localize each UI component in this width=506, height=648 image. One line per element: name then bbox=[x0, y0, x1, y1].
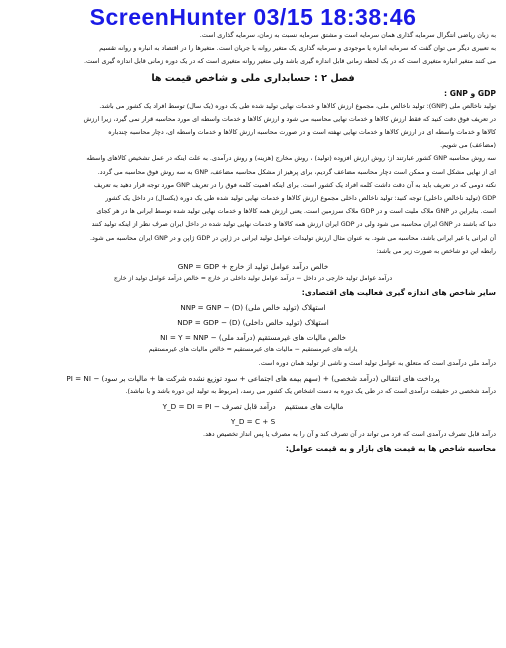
screenhunter-watermark: ScreenHunter 03/15 18:38:46 bbox=[89, 4, 417, 30]
gdp-para-line: در تعریف فوق دقت کنید که فقط ارزش کالاها و خدمات نهایی محاسبه می شود و ارزش کالاها و خدمات واسطه ای مورد محاسبه قرار نمی گیرد، زیرا ارزش bbox=[83, 114, 496, 123]
intro-line: به زبان ریاضی انتگرال سرمایه گذاری همان سرمایه است و مشتق سرمایه نسبت به زمان، سرمایه گذاری است. bbox=[199, 31, 496, 39]
gdp-gnp-heading: GDP و GNP : bbox=[444, 88, 496, 98]
yd-equation bbox=[10, 399, 496, 414]
gdp-para-line: نکته دومی که در تعریف باید به آن دقت داشت کلمه افراد یک کشور است. برای اینکه اهمیت کلمه فوق را در تعریف GNP مورد توجه قرار دهید به تعریف bbox=[93, 180, 496, 189]
market-factor-prices-heading: محاسبه شاخص ها به قیمت های بازار و به قیمت عوامل: bbox=[285, 444, 496, 454]
document-page bbox=[10, 30, 496, 644]
chapter-title: فصل ۲ : حسابداری ملی و شاخص قیمت ها bbox=[151, 72, 355, 84]
personal-income-definition: درآمد شخصی در حقیقت درآمدی است که در طی یک دوره به دست اشخاص یک کشور می رسد، (مربوط به تولید این دوره باشد و یا نباشد). bbox=[125, 387, 496, 396]
ndp-equation: NDP = GDP − (D) استهلاک (تولید خالص داخلی) bbox=[177, 318, 329, 328]
nnp-equation: NNP = GNP − (D) استهلاک (تولید خالص ملی) bbox=[180, 303, 326, 313]
ni-equation: NI = Y = NNP − خالص مالیات های غیرمستقیم (درآمد ملی) bbox=[160, 333, 346, 343]
pi-equation: PI = NI − (سهم بیمه های اجتماعی + سود توزیع نشده شرکت ها + مالیات بر سود) + پرداخت های انتقالی (درآمد شخصی) bbox=[66, 374, 440, 384]
gnp-equation: GNP = GDP + خالص درآمد عوامل تولید از خارج bbox=[177, 262, 329, 272]
disposable-income-definition: درآمد قابل تصرف درآمدی است که فرد می تواند در آن تصرف کند و آن را به مصرف یا پس انداز تخصیص دهد. bbox=[203, 430, 496, 439]
national-income-definition: درآمد ملی درآمدی است که متعلق به عوامل تولید است و ناشی از تولید همان دوره است. bbox=[258, 358, 496, 367]
yd-label: درآمد قابل تصرف bbox=[222, 402, 276, 412]
gdp-para-line: سه روش محاسبه GNP کشور عبارتند از: روش ارزش افزوده (تولید) ، روش مخارج (هزینه) و روش درآمدی. به علت اینکه در عمل تشخیص کالاهای واسطه bbox=[86, 154, 496, 163]
yd-equation-formula: Y_D = DI = PI − مالیات های مستقیم bbox=[162, 402, 344, 412]
gdp-para-line: است. بنابراین در GNP ملاک ملیت است و در GDP ملاک سرزمین است. یعنی ارزش همه کالاها و خدمات نهایی تولید شده توسط ایرانی ها در هر کجای bbox=[96, 207, 496, 216]
gdp-para-line: دنیا که باشند در GNP ایران محاسبه می شود ولی در GDP ایران ارزش همه کالاها و خدمات نهایی تولید شده در داخل ایران صرف نظر از اینکه تولید کنند bbox=[91, 220, 496, 229]
other-indicators-heading: سایر شاخص های اندازه گیری فعالیت های اقتصادی: bbox=[301, 288, 496, 298]
indirect-tax-note: یارانه های غیرمستقیم − مالیات های غیرمستقیم = خالص مالیات های غیرمستقیم bbox=[148, 346, 358, 354]
gdp-para-line: تولید ناخالص ملی (GNP): تولید ناخالص ملی، مجموع ارزش کالاها و خدمات نهایی تولید شده طی یک دوره (یک سال) توسط افراد یک کشور می باشد. bbox=[99, 101, 496, 110]
gdp-para-line: رابطه این دو شاخص به صورت زیر می باشد: bbox=[376, 246, 496, 255]
intro-line: می کنند متغیر انباره متغیری است که در یک لحظه زمانی قابل اندازه گیری باشد ولی متغیر روانه متغیری است که در یک دوره زمانی قابل اندازه گیری است. bbox=[83, 57, 496, 66]
gdp-para-line: GDP (تولید ناخالص داخلی) توجه کنید: تولید ناخالص داخلی مجموع ارزش کالاها و خدمات نهایی تولید شده طی یک دوره (یکسال) در داخل یک کشور bbox=[105, 194, 496, 203]
net-factor-income-note: درآمد عوامل تولید خارجی در داخل − درآمد عوامل تولید داخلی در خارج = خالص درآمد عوامل تولید از خارج bbox=[113, 275, 393, 283]
gdp-para-line: (مضاعف) می شویم. bbox=[440, 141, 496, 150]
intro-line: به تعبیری دیگر می توان گفت که سرمایه انباره یا موجودی و سرمایه گذاری یک متغیر روانه یا جریان است. متغیرها را در اقتصاد به انباره و روانه تقسیم bbox=[99, 44, 496, 53]
gdp-para-line: کالاها و خدمات واسطه ای در ارزش کالاها و خدمات نهایی نهفته است و در صورت محاسبه ارزش کالاها و خدمات واسطه ای، دچار محاسبه چندباره bbox=[108, 128, 496, 137]
yd-consumption-saving-equation: Y_D = C + S bbox=[230, 417, 276, 427]
gdp-para-line: ای از نهایی مشکل است و ممکن است دچار محاسبه مضاعف گردیم، برای پرهیز از مشکل محاسبه مضاعف، GNP به سه روش فوق محاسبه می گردد. bbox=[97, 167, 496, 176]
gdp-para-line: آن ایرانی یا غیر ایرانی باشد، محاسبه می شود. به عنوان مثال ارزش تولیدات عوامل تولید ایرانی در ژاپن در GDP ژاپن و در GNP ایران محاسبه می شود. bbox=[90, 233, 496, 242]
